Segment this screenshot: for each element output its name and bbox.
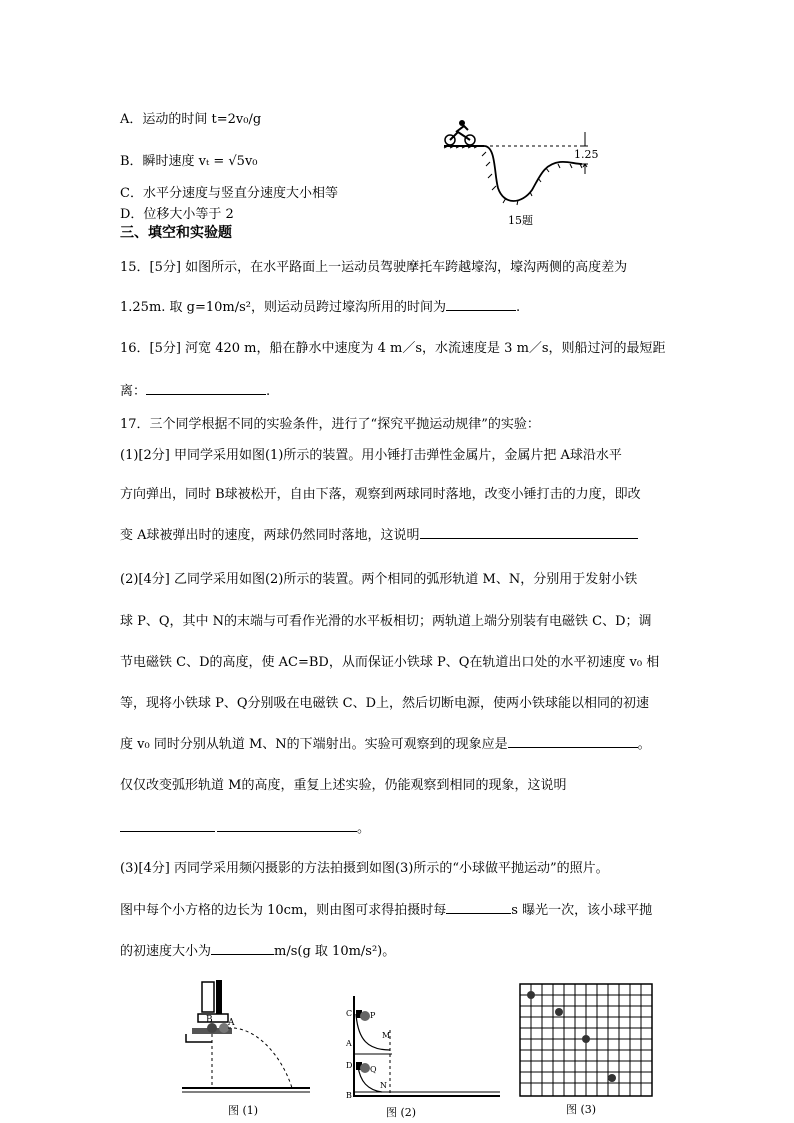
q17-intro: 17．三个同学根据不同的实验条件，进行了“探究平抛运动规律”的实验：	[120, 417, 540, 432]
q17-p1-line-2: 方向弹出，同时 B球被松开，自由下落，观察到两球同时落地，改变小锤打击的力度，即改	[120, 487, 641, 502]
figure-1-caption-text: 图 (1)	[228, 1104, 259, 1117]
figure-1-apparatus	[178, 976, 318, 1100]
q17-p3-line-3	[120, 940, 395, 959]
label-d: D	[346, 1061, 353, 1070]
q15-end: .	[516, 300, 521, 315]
q17-p3-line-1: (3)[4分] 丙同学采用频闪摄影的方法拍摄到如图(3)所示的“小球做平抛运动”的照片。	[120, 861, 609, 876]
q17-p1-answer-blank[interactable]	[420, 526, 638, 539]
q15-answer-blank[interactable]	[446, 298, 516, 311]
ball-p	[360, 1011, 370, 1021]
q17-p3-text-4: m/s(g 取 10m/s²)。	[274, 944, 396, 959]
figure-15-ditch	[440, 118, 610, 230]
ball-position-2	[555, 1008, 563, 1016]
q17-p2-answer-blank-1[interactable]	[508, 735, 638, 748]
q17-p2-line-3: 节电磁铁 C、D的高度，使 AC=BD，从而保证小铁球 P、Q在轨道出口处的水平初速度 v₀ 相	[120, 655, 660, 670]
ball-position-4	[608, 1074, 616, 1082]
ball-position-3	[582, 1035, 590, 1043]
q17-p2-line-1: (2)[4分] 乙同学采用如图(2)所示的装置。两个相同的弧形轨道 M、N，分别用于发射小铁	[120, 572, 638, 587]
option-c: C．水平分速度与竖直分速度大小相等	[120, 186, 338, 201]
option-a: A．运动的时间 t=2v₀/g	[120, 112, 262, 127]
label-b: B	[206, 1015, 213, 1025]
figure-3-grid	[518, 982, 654, 1098]
q17-p3-answer-blank-1[interactable]	[446, 901, 511, 914]
figure-15-caption: 15题	[508, 214, 533, 227]
q17-p1-text: 变 A球被弹出时的速度，两球仍然同时落地，这说明	[120, 528, 420, 543]
ball-q	[360, 1063, 370, 1073]
q17-p2-text: 度 v₀ 同时分别从轨道 M、N的下端射出。实验可观察到的现象应是	[120, 737, 508, 752]
label-m: M	[382, 1031, 391, 1040]
q17-p1-line-1: (1)[2分] 甲同学采用如图(1)所示的装置。用小锤打击弹性金属片，金属片把 A球沿水平	[120, 448, 622, 463]
q17-p1-line-3	[120, 524, 638, 543]
label-b2: B	[346, 1091, 352, 1100]
q15-line-2	[120, 296, 520, 315]
label-a2: A	[346, 1039, 352, 1048]
figure-2-caption: 图 (2)	[386, 1106, 417, 1119]
q17-p2-answer-blank-2[interactable]	[120, 819, 215, 832]
ball-position-1	[527, 991, 535, 999]
q16-text: 离：	[120, 384, 147, 399]
q16-line-1: 16．[5分] 河宽 420 m，船在静水中速度为 4 m／s，水流速度是 3 m／s，则船过河的最短距	[120, 341, 666, 356]
figure-2-apparatus	[342, 994, 504, 1102]
label-q: Q	[370, 1065, 377, 1074]
q17-p2-line-4: 等，现将小铁球 P、Q分别吸在电磁铁 C、D上，然后切断电源，使两小铁球能以相同的初速	[120, 696, 650, 711]
q16-answer-blank[interactable]	[146, 382, 266, 395]
q17-p3-answer-blank-2[interactable]	[211, 942, 274, 955]
q17-p2-line-7	[120, 817, 370, 836]
label-a: A	[228, 1018, 235, 1028]
q17-p2-line-6: 仅仅改变弧形轨道 M的高度，重复上述实验，仍能观察到相同的现象，这说明	[120, 778, 567, 793]
option-d: D．位移大小等于 2	[120, 207, 234, 222]
q17-p2-line-5	[120, 733, 651, 752]
q17-p2-end-2: 。	[357, 821, 371, 836]
q16-end: .	[266, 384, 271, 399]
q17-p2-end: 。	[637, 737, 651, 752]
motorcycle-icon	[445, 120, 475, 145]
q17-p2-line-2: 球 P、Q，其中 N的末端与可看作光滑的水平板相切；两轨道上端分别装有电磁铁 C、D；调	[120, 614, 652, 629]
q17-p3-line-2	[120, 899, 652, 918]
q17-p3-text-2: s 曝光一次，该小球平抛	[511, 903, 653, 918]
section-title: 三、填空和实验题	[120, 225, 232, 241]
q15-line-1: 15．[5分] 如图所示，在水平路面上一运动员驾驶摩托车跨越壕沟，壕沟两侧的高度差为	[120, 260, 628, 275]
q16-line-2	[120, 380, 270, 399]
label-p: P	[370, 1011, 376, 1020]
height-label: 1.25	[574, 148, 599, 161]
figure-3-caption: 图 (3)	[566, 1103, 597, 1116]
q17-p2-answer-blank-3[interactable]	[217, 819, 357, 832]
q17-p3-text-3: 的初速度大小为	[120, 944, 212, 959]
label-n: N	[380, 1081, 387, 1090]
q15-text: 1.25m. 取 g=10m/s²，则运动员跨过壕沟所用的时间为	[120, 300, 447, 315]
label-c: C	[346, 1009, 353, 1018]
option-b: B．瞬时速度 vₜ = √5v₀	[120, 154, 258, 169]
q17-p3-text-1: 图中每个小方格的边长为 10cm，则由图可求得拍摄时每	[120, 903, 447, 918]
